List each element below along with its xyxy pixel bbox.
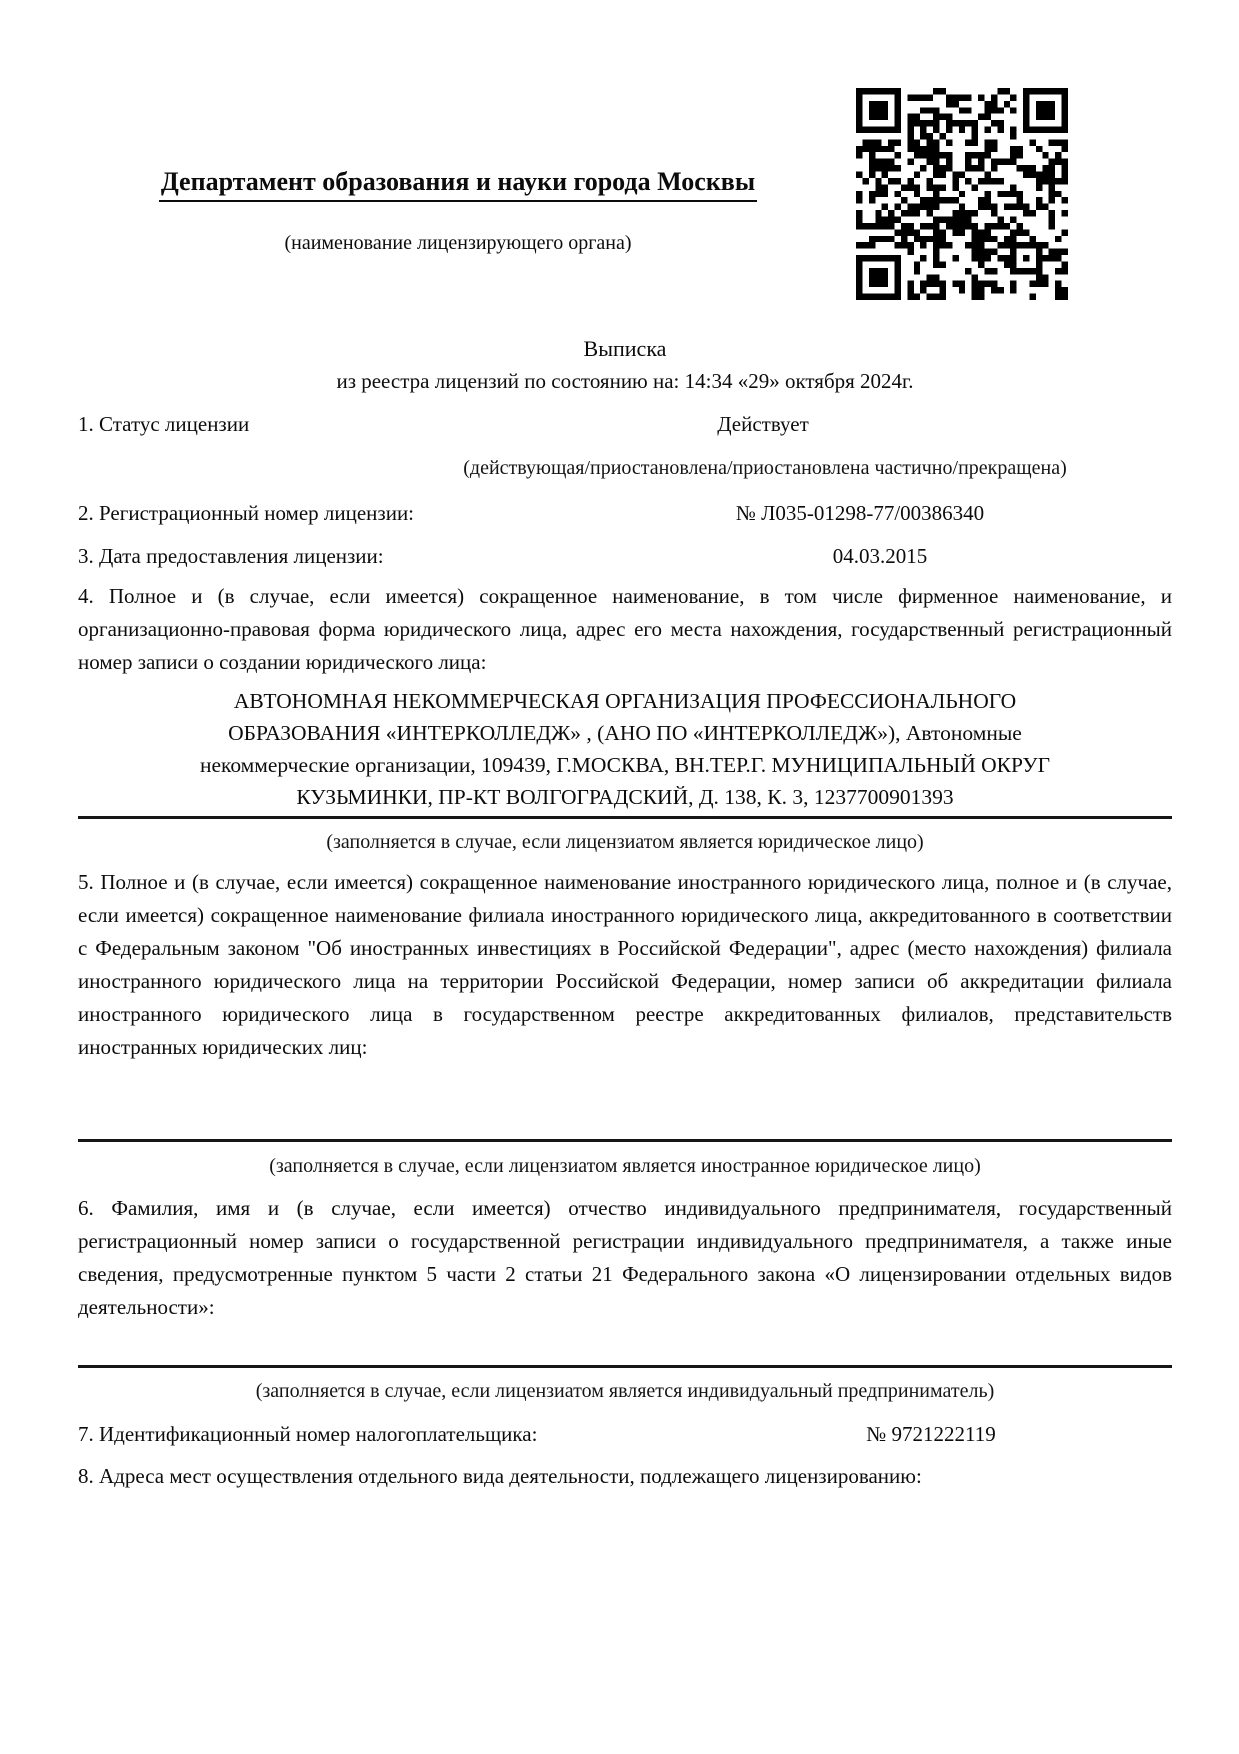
legal-entity-paragraph: 4. Полное и (в случае, если имеется) сокращенное наименование, в том числе фирменное наименование, и организационно-правовая форма юридического лица, адрес его места нахождения, государственный регистрационный номер записи о создании юридического лица: — [78, 584, 1172, 674]
foreign-entity-caption: (заполняется в случае, если лицензиатом является иностранное юридическое лицо) — [269, 1155, 981, 1177]
activity-addresses-label: 8. Адреса мест осуществления отдельного вида деятельности, подлежащего лицензированию: — [78, 1464, 922, 1488]
taxpayer-number-label: 7. Идентификационный номер налогоплательщика: — [78, 1422, 538, 1446]
licensing-authority-block — [146, 166, 770, 255]
legal-entity-caption: (заполняется в случае, если лицензиатом является юридическое лицо) — [326, 831, 924, 853]
document-title: Выписка — [583, 336, 667, 361]
legal-entity-name-line: ОБРАЗОВАНИЯ «ИНТЕРКОЛЛЕДЖ» , (АНО ПО «ИНТЕРКОЛЛЕДЖ»), Автономные — [228, 721, 1022, 745]
licensing-authority-caption: (наименование лицензирующего органа) — [284, 232, 632, 255]
legal-entity-name-line: КУЗЬМИНКИ, ПР-КТ ВОЛГОГРАДСКИЙ, Д. 138, К. 3, 1237700901393 — [296, 785, 954, 809]
registration-number-label: 2. Регистрационный номер лицензии: — [78, 501, 415, 525]
separator-line — [78, 816, 1172, 819]
license-status-row — [78, 410, 1172, 438]
legal-entity-name-line: АВТОНОМНАЯ НЕКОММЕРЧЕСКАЯ ОРГАНИЗАЦИЯ ПРОФЕССИОНАЛЬНОГО — [233, 689, 1017, 713]
separator-line — [78, 1139, 1172, 1142]
grant-date-label: 3. Дата предоставления лицензии: — [78, 544, 384, 568]
separator-line — [78, 1365, 1172, 1368]
legal-entity-name-value — [78, 685, 1172, 813]
entrepreneur-caption: (заполняется в случае, если лицензиатом является индивидуальный предприниматель) — [255, 1380, 995, 1402]
qr-code-icon — [856, 88, 1068, 300]
taxpayer-number-value: № 9721222119 — [866, 1422, 996, 1446]
legal-entity-name-line: некоммерческие организации, 109439, Г.МОСКВА, ВН.ТЕР.Г. МУНИЦИПАЛЬНЫЙ ОКРУГ — [199, 753, 1051, 777]
document-subtitle: из реестра лицензий по состоянию на: 14:34 «29» октября 2024г. — [336, 369, 914, 393]
taxpayer-number-row — [78, 1420, 1172, 1448]
grant-date-row — [78, 542, 1172, 570]
foreign-entity-paragraph: 5. Полное и (в случае, если имеется) сокращенное наименование иностранного юридического лица, полное и (в случае, если имеется) сокращенное наименование филиала иностранного юридического лица, аккредитованного в соответствии с Федеральным законом "Об иностранных инвестициях в Российской Федерации", адрес (место нахождения) филиала иностранного юридического лица на территории Российской Федерации, номер записи об аккредитации филиала иностранного юридического лица в государственном реестре аккредитованных филиалов, представительств иностранных юридических лиц: — [78, 870, 1172, 1059]
grant-date-value: 04.03.2015 — [832, 544, 928, 568]
license-status-options-caption: (действующая/приостановлена/приостановлена частично/прекращена) — [463, 457, 1067, 479]
registration-number-row — [78, 499, 1172, 527]
license-status-value: Действует — [717, 412, 809, 436]
registration-number-value: № Л035-01298-77/00386340 — [735, 501, 985, 525]
licensing-authority-name: Департамент образования и науки города Москвы — [159, 166, 757, 202]
entrepreneur-paragraph: 6. Фамилия, имя и (в случае, если имеется) отчество индивидуального предпринимателя, государственный регистрационный номер записи о государственной регистрации индивидуального предпринимателя, а также иные сведения, предусмотренные пунктом 5 части 2 статьи 21 Федерального закона «О лицензировании отдельных видов деятельности»: — [78, 1196, 1172, 1319]
license-status-label: 1. Статус лицензии — [78, 412, 250, 436]
